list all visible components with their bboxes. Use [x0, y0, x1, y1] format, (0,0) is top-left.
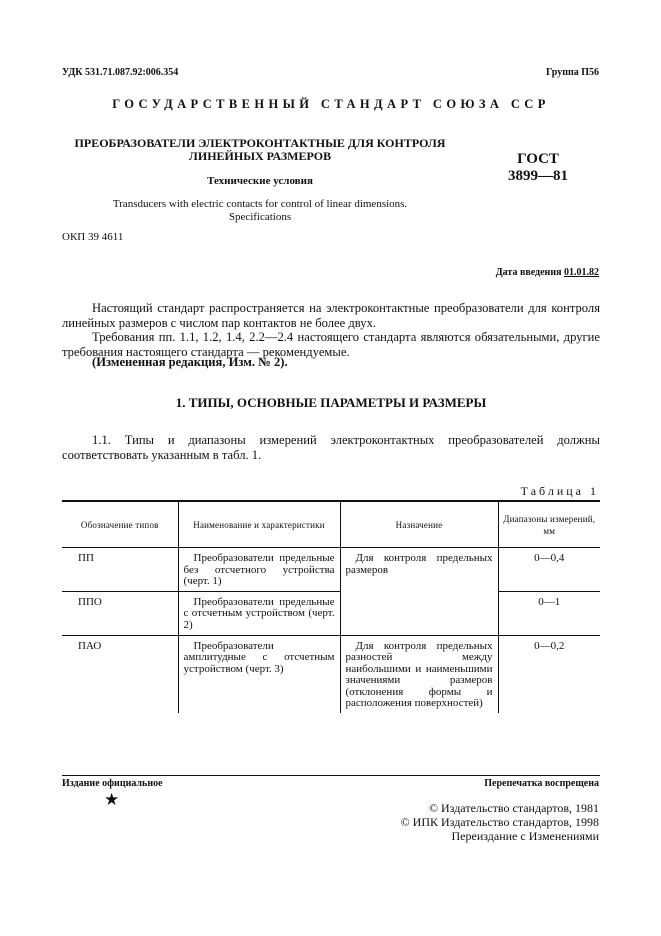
copyright-1998: © ИПК Издательство стандартов, 1998 [400, 815, 599, 829]
type-purpose: Для контроля предельных разностей между наибольшими и наименьшими значениями размеров (отклонения формы и расположения поверхностей) [340, 635, 498, 713]
table-row [62, 635, 600, 713]
type-code: ППО [62, 591, 178, 635]
okp-code: ОКП 39 4611 [62, 231, 124, 243]
paragraph-scope: Настоящий стандарт распространяется на электроконтактные преобразователи для контроля линейных размеров с числом пар контактов не более двух. [62, 301, 600, 330]
reprint-prohibited: Перепечатка воспрещена [484, 778, 599, 789]
copyright-1981: © Издательство стандартов, 1981 [428, 801, 599, 815]
star-icon: ★ [104, 790, 120, 809]
introduction-date-value: 01.01.82 [564, 267, 599, 278]
type-code: ПП [78, 552, 94, 564]
section-1-heading: 1. ТИПЫ, ОСНОВНЫЕ ПАРАМЕТРЫ И РАЗМЕРЫ [175, 395, 487, 410]
header-type-designation: Обозначение типов [62, 501, 178, 548]
type-name: Преобразователи предельные с отсчетным устройством (черт. 2) [178, 591, 340, 635]
type-range: 0—0,2 [498, 635, 600, 713]
type-name: Преобразователи предельные без отсчетного устройства (черт. 1) [178, 548, 340, 592]
table-row [62, 548, 600, 592]
type-name: Преобразователи амплитудные с отсчетным устройством (черт. 3) [178, 635, 340, 713]
header-purpose: Назначение [340, 501, 498, 548]
introduction-date [496, 267, 599, 278]
clause-1-1: 1.1. Типы и диапазоны измерений электроконтактных преобразователей должны соответствовать указанным в табл. 1. [62, 433, 600, 462]
type-purpose: Для контроля предельных размеров [340, 548, 498, 636]
type-code: ПАО [62, 635, 178, 713]
type-range: 0—1 [498, 591, 600, 635]
english-title-line-2: Specifications [228, 211, 292, 223]
gost-number: 3899—81 [508, 168, 568, 184]
table-header-row [62, 501, 600, 548]
table-caption: Таблица 1 [520, 484, 599, 498]
copyright-block [401, 801, 599, 843]
table-row [62, 591, 600, 635]
group-code: Группа П56 [546, 67, 599, 78]
title-line-2: ЛИНЕЙНЫХ РАЗМЕРОВ [188, 149, 332, 163]
paragraph-requirements: Требования пп. 1.1, 1.2, 1.4, 2.2—2.4 настоящего стандарта являются обязательными, другие требования настоящего стандарта — рекомендуемые. [62, 330, 600, 359]
type-range: 0—0,4 [498, 548, 600, 592]
subtitle: Технические условия [207, 175, 313, 187]
english-title [60, 198, 460, 224]
state-standard-banner: ГОСУДАРСТВЕННЫЙ СТАНДАРТ СОЮЗА ССР [112, 97, 550, 111]
introduction-date-label: Дата введения [495, 267, 562, 278]
title-line-1: ПРЕОБРАЗОВАТЕЛИ ЭЛЕКТРОКОНТАКТНЫЕ ДЛЯ КОНТРОЛЯ [74, 136, 446, 150]
header-measurement-range: Диапазоны измерений, мм [498, 501, 600, 548]
gost-label: ГОСТ [517, 151, 559, 167]
footer-divider [62, 775, 600, 776]
reedition-note: Переиздание с Изменениями [451, 829, 599, 843]
official-edition: Издание официальное [62, 778, 163, 789]
english-title-line-1: Transducers with electric contacts for control of linear dimensions. [112, 198, 408, 210]
udk-code: УДК 531.71.087.92:006.354 [62, 67, 179, 78]
gost-designation [498, 151, 578, 185]
header-name-characteristics: Наименование и характеристики [178, 501, 340, 548]
types-table [62, 500, 600, 713]
document-title [60, 137, 460, 163]
paragraph-amendment: (Измененная редакция, Изм. № 2). [92, 355, 288, 369]
